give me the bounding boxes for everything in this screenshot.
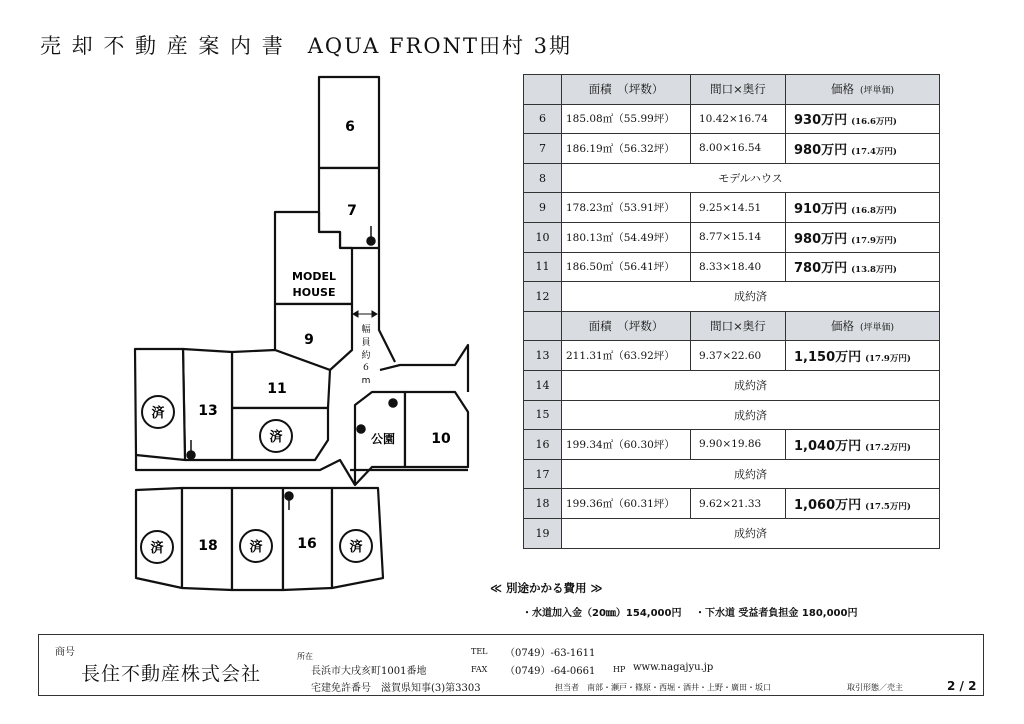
table-header-row-2	[524, 311, 940, 341]
sold-mark-14: 済	[151, 406, 165, 421]
table-cell: 211.31㎡（63.92坪）	[562, 341, 691, 371]
lot-label-9: 9	[304, 332, 314, 348]
sold-mark-15: 済	[349, 540, 363, 555]
sold-mark-19: 済	[150, 541, 164, 556]
table-cell: 9.25×14.51	[691, 193, 786, 223]
tel-label: TEL	[471, 647, 488, 656]
table-cell: 17	[524, 459, 562, 489]
park-label: 公園	[370, 432, 396, 446]
svg-text:約: 約	[361, 351, 371, 361]
table-cell: 19	[524, 518, 562, 548]
svg-text:m: m	[361, 376, 371, 386]
license-number: 宅建免許番号 滋賀県知事(3)第3303	[311, 683, 481, 694]
extra-costs	[522, 604, 867, 619]
lot-label-16: 16	[297, 536, 317, 552]
table-cell	[524, 75, 562, 105]
model-house-label-1: MODEL	[292, 270, 336, 283]
table-cell: 910万円 (16.8万円)	[786, 193, 940, 223]
table-cell: 18	[524, 489, 562, 519]
company-footer	[38, 634, 984, 696]
table-row	[524, 518, 940, 548]
table-row	[524, 104, 940, 134]
svg-text:６: ６	[361, 363, 371, 373]
table-cell: 16	[524, 430, 562, 460]
svg-text:幅: 幅	[361, 325, 371, 335]
water-fee: ・水道加入金（20㎜）154,000円	[522, 608, 682, 619]
table-row	[524, 252, 940, 282]
table-row	[524, 341, 940, 371]
table-cell: 186.50㎡（56.41坪）	[562, 252, 691, 282]
table-cell: 1,040万円 (17.2万円)	[786, 430, 940, 460]
table-cell: 10.42×16.74	[691, 104, 786, 134]
table-cell: 8.00×16.54	[691, 134, 786, 164]
table-cell: 面積 （坪数）	[562, 311, 691, 341]
table-cell: 成約済	[562, 400, 940, 430]
table-cell	[524, 311, 562, 341]
table-row	[524, 222, 940, 252]
svg-text:員: 員	[361, 338, 371, 348]
table-cell: 186.19㎡（56.32坪）	[562, 134, 691, 164]
table-cell: 8.33×18.40	[691, 252, 786, 282]
page-number: 2 / 2	[947, 679, 977, 693]
sold-mark-17: 済	[249, 540, 263, 555]
table-cell: 199.36㎡（60.31坪）	[562, 489, 691, 519]
table-cell: 9.37×22.60	[691, 341, 786, 371]
table-cell: 185.08㎡（55.99坪）	[562, 104, 691, 134]
table-header-row	[524, 75, 940, 105]
table-row	[524, 459, 940, 489]
table-cell: 8	[524, 163, 562, 193]
table-row	[524, 193, 940, 223]
table-cell: 15	[524, 400, 562, 430]
lot-label-6: 6	[345, 119, 355, 135]
lot-label-13: 13	[198, 403, 218, 419]
address: 長浜市大戌亥町1001番地	[311, 666, 427, 677]
website: www.nagajyu.jp	[633, 662, 714, 673]
table-cell: 980万円 (17.9万円)	[786, 222, 940, 252]
table-cell: 成約済	[562, 282, 940, 312]
trade-name-label: 商号	[55, 647, 75, 658]
table-cell: 11	[524, 252, 562, 282]
table-cell: 14	[524, 370, 562, 400]
table-cell: 成約済	[562, 459, 940, 489]
table-row	[524, 282, 940, 312]
table-cell: 13	[524, 341, 562, 371]
table-cell: 199.34㎡（60.30坪）	[562, 430, 691, 460]
table-cell: 間口×奥行	[691, 311, 786, 341]
hp-label: HP	[613, 665, 626, 674]
table-cell: 178.23㎡（53.91坪）	[562, 193, 691, 223]
transaction-type: 取引形態／売主	[847, 683, 903, 692]
header-area: 面積 （坪数）	[562, 75, 691, 105]
tel-number: （0749）-63-1611	[505, 648, 596, 659]
lot-label-11: 11	[267, 381, 287, 397]
table-cell: 980万円 (17.4万円)	[786, 134, 940, 164]
road-width-label	[361, 323, 370, 386]
table-cell: 9	[524, 193, 562, 223]
lot-label-10: 10	[431, 431, 451, 447]
table-row	[524, 400, 940, 430]
lot-label-7: 7	[347, 203, 357, 219]
header-dims: 間口×奥行	[691, 75, 786, 105]
table-cell: 10	[524, 222, 562, 252]
table-row	[524, 163, 940, 193]
table-cell: 780万円 (13.8万円)	[786, 252, 940, 282]
table-cell: 価格 (坪単価)	[786, 311, 940, 341]
table-cell: 成約済	[562, 518, 940, 548]
extra-costs-heading: ≪ 別途かかる費用 ≫	[490, 581, 603, 595]
header-price: 価格 (坪単価)	[786, 75, 940, 105]
table-cell: 7	[524, 134, 562, 164]
fax-number: （0749）-64-0661	[505, 666, 596, 677]
table-cell: 成約済	[562, 370, 940, 400]
table-cell: 1,150万円 (17.9万円)	[786, 341, 940, 371]
table-cell: 8.77×15.14	[691, 222, 786, 252]
table-cell: 9.90×19.86	[691, 430, 786, 460]
table-cell: 180.13㎡（54.49坪）	[562, 222, 691, 252]
fax-label: FAX	[471, 665, 488, 674]
table-cell: 12	[524, 282, 562, 312]
lot-label-18: 18	[198, 538, 218, 554]
sold-mark-12: 済	[269, 430, 283, 445]
staff-list: 担当者 南部・瀬戸・篠原・西堀・酒井・上野・廣田・坂口	[555, 683, 771, 692]
page-title: 売 却 不 動 産 案 内 書 AQUA FRONT田村 3期	[40, 34, 573, 58]
table-cell: 6	[524, 104, 562, 134]
table-row	[524, 430, 940, 460]
table-row	[524, 370, 940, 400]
sewer-fee: ・下水道 受益者負担金 180,000円	[694, 608, 858, 619]
lot-10-outline	[405, 392, 468, 467]
table-cell: 1,060万円 (17.5万円)	[786, 489, 940, 519]
company-name: 長住不動産株式会社	[81, 663, 262, 685]
table-cell: 930万円 (16.6万円)	[786, 104, 940, 134]
model-house-label-2: HOUSE	[292, 286, 336, 299]
lot-table	[523, 74, 940, 549]
table-cell: モデルハウス	[562, 163, 940, 193]
site-plan	[130, 72, 480, 602]
address-label: 所在	[297, 652, 313, 661]
table-row	[524, 134, 940, 164]
table-row	[524, 489, 940, 519]
table-cell: 9.62×21.33	[691, 489, 786, 519]
